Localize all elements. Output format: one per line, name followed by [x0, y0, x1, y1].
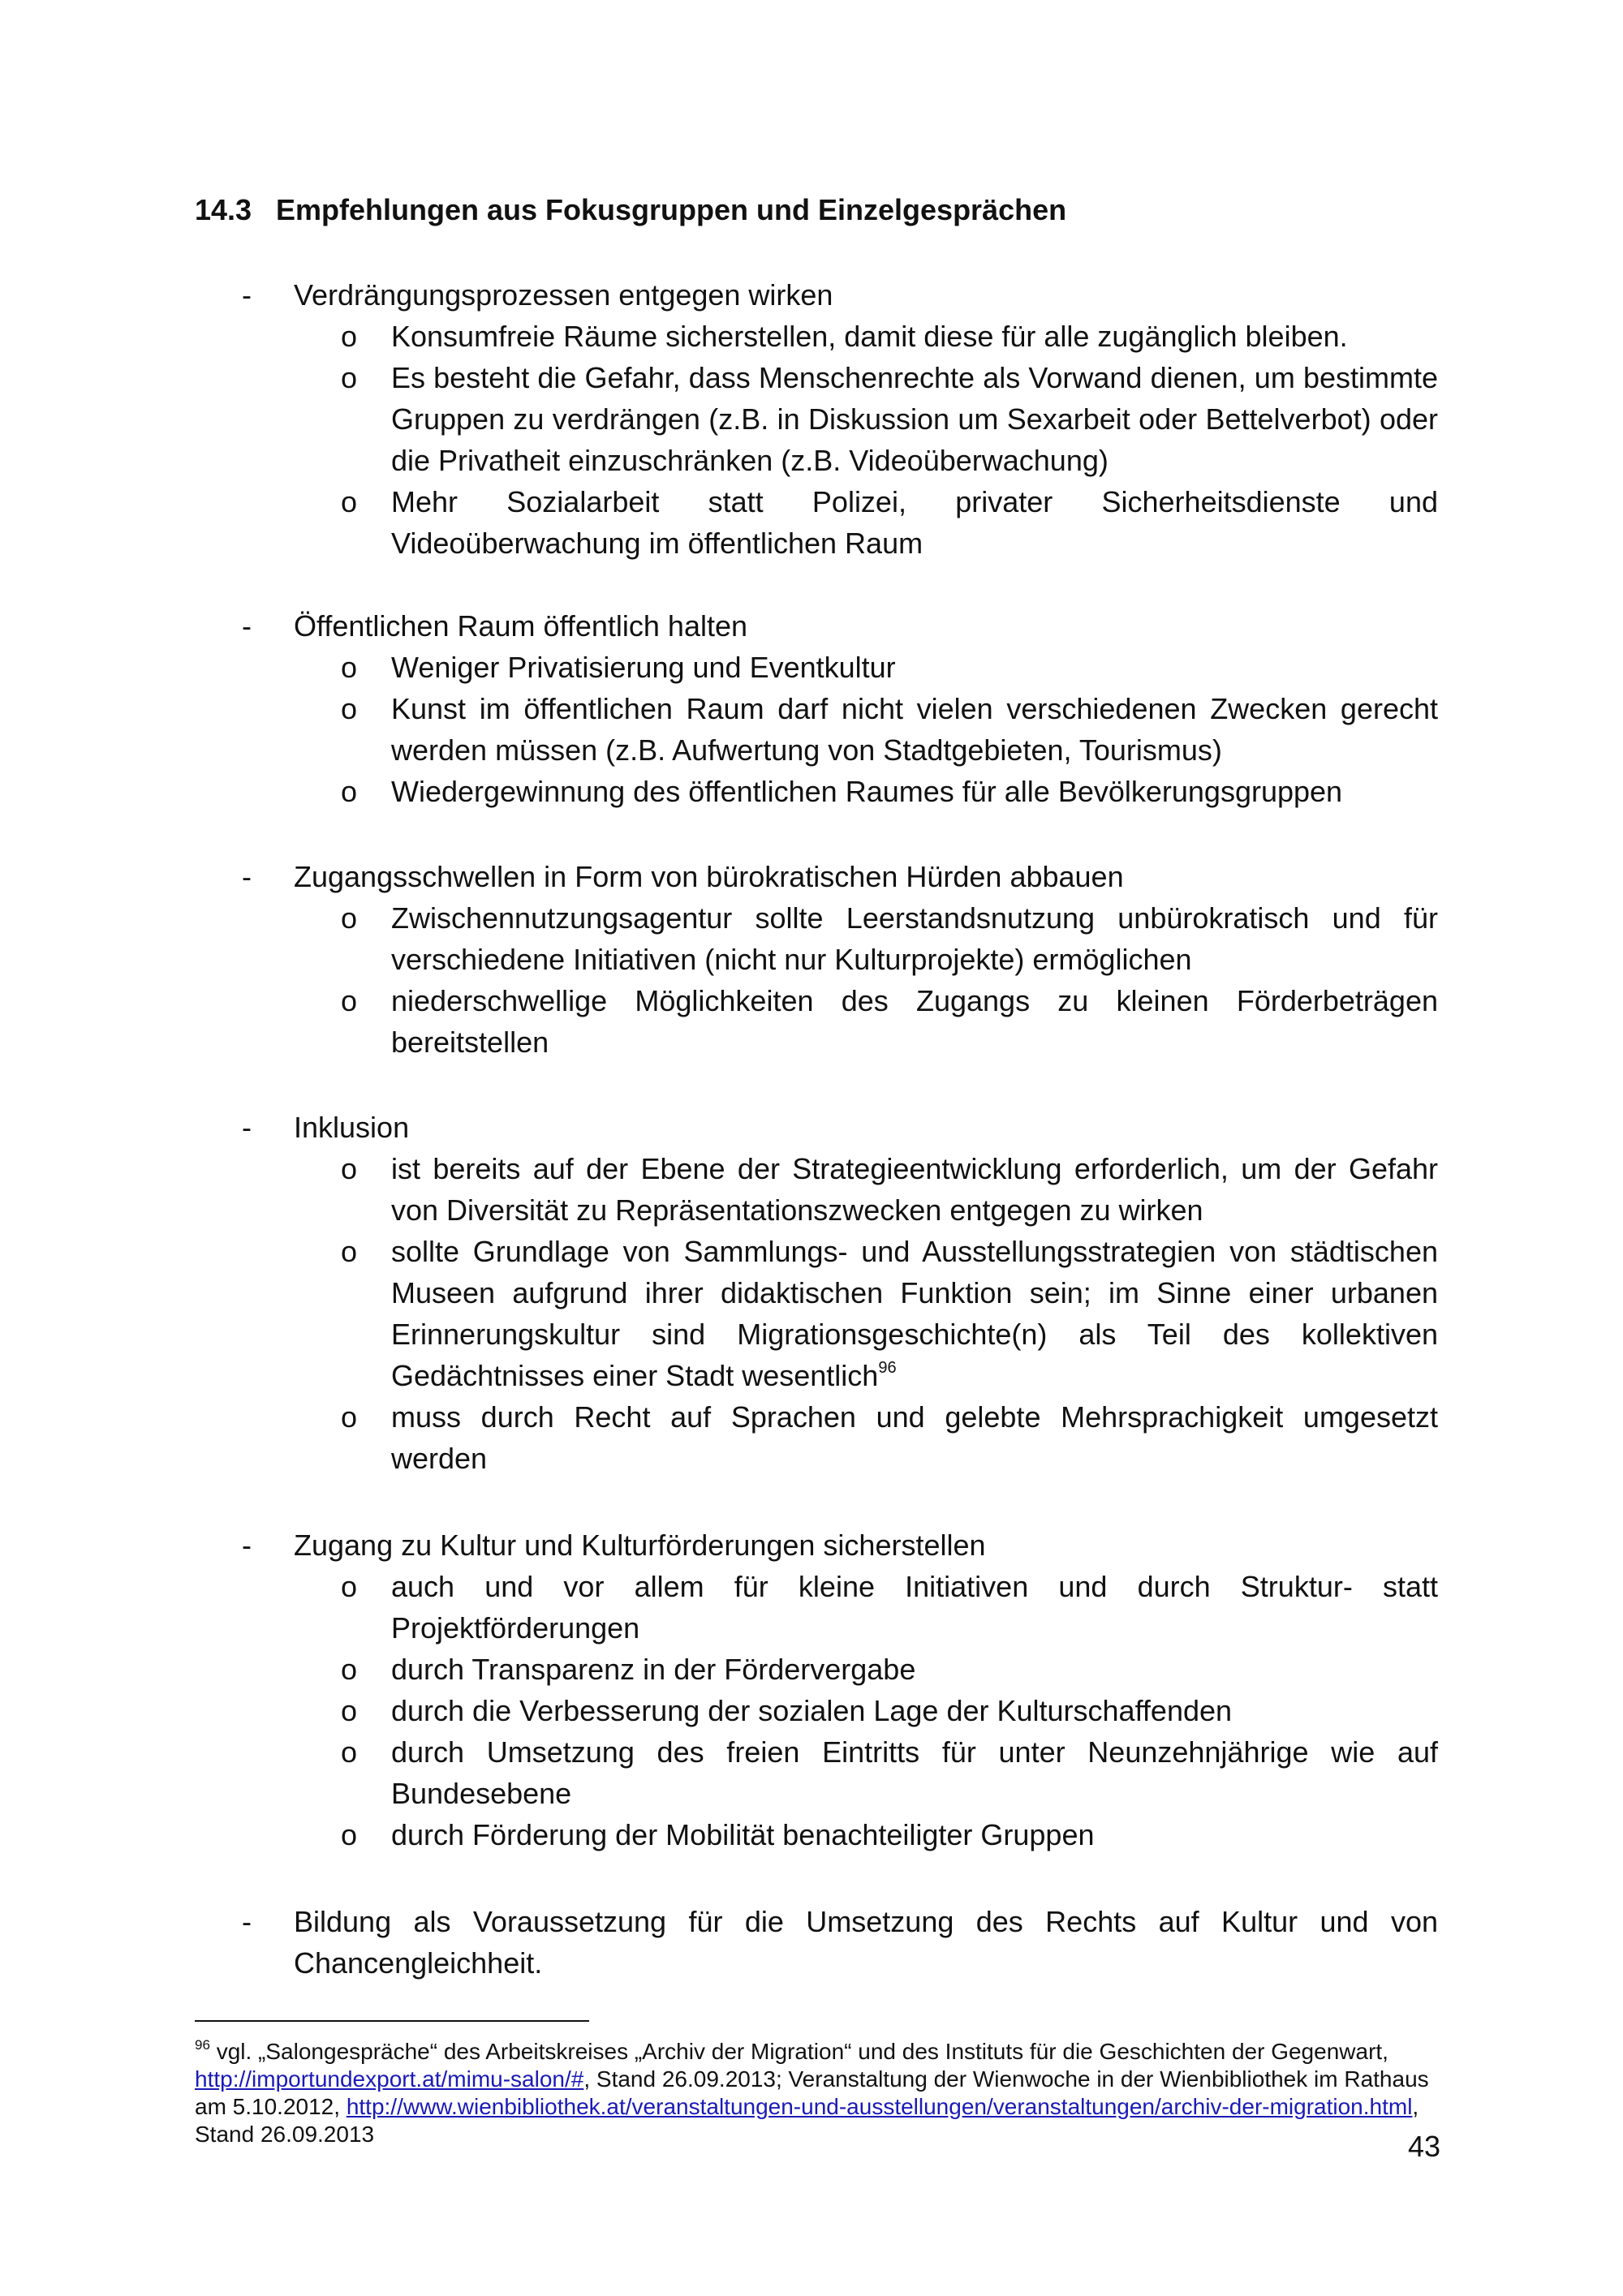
page-number: 43	[1408, 2130, 1441, 2163]
bullet-marker: o	[341, 1235, 358, 1268]
heading-title: Empfehlungen aus Fokusgruppen und Einzelgesprächen	[276, 193, 1067, 226]
dash-marker: -	[242, 278, 252, 312]
section-title: Öffentlichen Raum öffentlich halten	[294, 609, 748, 643]
section-title: Zugangsschwellen in Form von bürokratischen Hürden abbauen	[294, 860, 1124, 893]
list-item: niederschwellige Möglichkeiten des Zugangs zu kleinen Förderbeträgen bereitstellen	[391, 984, 1438, 1059]
section-title: Zugang zu Kultur und Kulturförderungen sicherstellen	[294, 1529, 986, 1562]
footnote-link[interactable]: http://importundexport.at/mimu-salon/#	[195, 2066, 584, 2092]
bullet-marker: o	[341, 1400, 358, 1434]
footnote-text: , Stand 26.09.2013	[195, 2094, 1419, 2147]
footnote-link[interactable]: http://www.wienbibliothek.at/veranstaltungen-und-ausstellungen/veranstaltungen/archiv-der-migration.html	[346, 2094, 1413, 2119]
bullet-marker: o	[341, 1694, 358, 1727]
list-item: Konsumfreie Räume sicherstellen, damit diese für alle zugänglich bleiben.	[391, 320, 1348, 353]
bullet-marker: o	[341, 984, 358, 1017]
list-item: Es besteht die Gefahr, dass Menschenrechte als Vorwand dienen, um bestimmte Gruppen zu verdrängen (z.B. in Diskussion um Sexarbeit oder Bettelverbot) oder die Privatheit einzuschränken (z.B. Videoüberwachung)	[391, 361, 1438, 477]
bullet-marker: o	[341, 485, 358, 518]
footnote-text: vgl. „Salongespräche“ des Arbeitskreises „Archiv der Migration“ und des Instituts für die Geschichten der Gegenwart,	[216, 2039, 1388, 2064]
footnote-number: 96	[195, 2037, 210, 2053]
dash-marker: -	[242, 609, 252, 643]
footnote-reference[interactable]: 96	[878, 1359, 897, 1377]
section-title: Bildung als Voraussetzung für die Umsetzung des Rechts auf Kultur und von Chancengleichheit.	[294, 1905, 1438, 1980]
list-item: durch Transparenz in der Fördervergabe	[391, 1653, 916, 1686]
bullet-marker: o	[341, 775, 358, 808]
list-item-text: sollte Grundlage von Sammlungs- und Ausstellungsstrategien von städtischen Museen aufgrund ihrer didaktischen Funktion sein; im Sinne einer urbanen Erinnerungskultur sind Migrationsgeschichte(n) als Teil des kollektiven Gedächtnisses einer Stadt wesentlich	[391, 1235, 1438, 1392]
dash-marker: -	[242, 1111, 252, 1144]
bullet-marker: o	[341, 1818, 358, 1851]
list-item: Zwischennutzungsagentur sollte Leerstandsnutzung unbürokratisch und für verschiedene Initiativen (nicht nur Kulturprojekte) ermöglichen	[391, 901, 1438, 976]
bullet-marker: o	[341, 1653, 358, 1686]
dash-marker: -	[242, 1905, 252, 1938]
list-item: ist bereits auf der Ebene der Strategieentwicklung erforderlich, um der Gefahr von Diversität zu Repräsentationszwecken entgegen zu wirken	[391, 1152, 1438, 1227]
bullet-marker: o	[341, 361, 358, 394]
dash-marker: -	[242, 1529, 252, 1562]
heading-number: 14.3	[195, 193, 252, 226]
bullet-marker: o	[341, 1570, 358, 1603]
list-item: Mehr Sozialarbeit statt Polizei, privater Sicherheitsdienste und Videoüberwachung im öffentlichen Raum	[391, 485, 1438, 560]
list-item: durch die Verbesserung der sozialen Lage der Kulturschaffenden	[391, 1694, 1233, 1727]
footnote	[195, 2038, 1436, 2148]
list-item	[391, 1231, 1438, 1396]
list-item: muss durch Recht auf Sprachen und gelebte Mehrsprachigkeit umgesetzt werden	[391, 1400, 1438, 1475]
list-item: auch und vor allem für kleine Initiativen und durch Struktur- statt Projektförderungen	[391, 1570, 1438, 1645]
bullet-marker: o	[341, 692, 358, 725]
list-item: durch Förderung der Mobilität benachteiligter Gruppen	[391, 1818, 1095, 1851]
footnote-divider	[195, 2020, 589, 2022]
bullet-marker: o	[341, 320, 358, 353]
bullet-marker: o	[341, 651, 358, 684]
section-title: Verdrängungsprozessen entgegen wirken	[294, 278, 833, 312]
bullet-marker: o	[341, 1735, 358, 1769]
list-item: Wiedergewinnung des öffentlichen Raumes für alle Bevölkerungsgruppen	[391, 775, 1343, 808]
dash-marker: -	[242, 860, 252, 893]
list-item: durch Umsetzung des freien Eintritts für unter Neunzehnjährige wie auf Bundesebene	[391, 1735, 1438, 1810]
footnote-text: , Stand 26.09.2013; Veranstaltung der Wienwoche in der Wienbibliothek im Rathaus am 5.10.2012,	[195, 2066, 1429, 2119]
bullet-marker: o	[341, 1152, 358, 1185]
section-title: Inklusion	[294, 1111, 410, 1144]
list-item: Kunst im öffentlichen Raum darf nicht vielen verschiedenen Zwecken gerecht werden müssen (z.B. Aufwertung von Stadtgebieten, Tourismus)	[391, 692, 1438, 767]
section-heading	[195, 193, 1066, 227]
list-item: Weniger Privatisierung und Eventkultur	[391, 651, 896, 684]
bullet-marker: o	[341, 901, 358, 935]
